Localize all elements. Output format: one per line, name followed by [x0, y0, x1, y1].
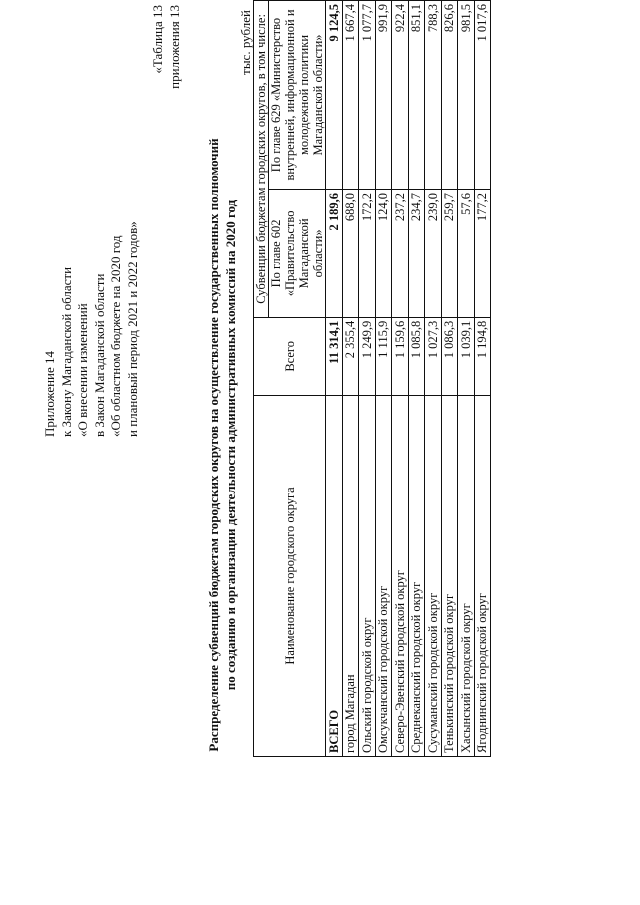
row-name: Омсукчанский городской округ [375, 395, 392, 756]
appendix-line: Приложение 14 [42, 350, 57, 437]
table-row [392, 1, 409, 757]
row-name: Тенькинский городской округ [441, 395, 458, 756]
row-602: 688,0 [342, 190, 359, 318]
row-602: 57,6 [458, 190, 475, 318]
row-total: 1 159,6 [392, 317, 409, 395]
appendix-line: «О внесении изменений [75, 303, 90, 437]
row-629: 981,5 [458, 1, 475, 190]
row-name: ВСЕГО [326, 395, 343, 756]
row-total: 1 027,3 [425, 317, 442, 395]
header-col-602: По главе 602 «Правительство Магаданской области» [269, 190, 326, 318]
row-629 [474, 1, 491, 190]
row-name: Ольский городской округ [359, 395, 376, 756]
table-row [359, 1, 376, 757]
row-total: 1 115,9 [375, 317, 392, 395]
table-row [326, 1, 343, 757]
row-629: 9 124,5 [326, 1, 343, 190]
table-row [425, 1, 442, 757]
row-602: 239,0 [425, 190, 442, 318]
row-602: 172,2 [359, 190, 376, 318]
row-name: город Магадан [342, 395, 359, 756]
row-total: 1 039,1 [458, 317, 475, 395]
table-row [474, 1, 491, 757]
appendix-header [42, 17, 141, 437]
subsidy-table [253, 0, 491, 757]
row-total: 1 194,8 [474, 317, 491, 395]
table-row [408, 1, 425, 757]
table-row [375, 1, 392, 757]
table-row [441, 1, 458, 757]
row-name: Сусуманский городской округ [425, 395, 442, 756]
title-line: по созданию и организации деятельности административных комиссий на 2020 год [223, 199, 238, 691]
row-602: 234,7 [408, 190, 425, 318]
appendix-line: «Об областном бюджете на 2020 год [108, 235, 123, 437]
row-602: 259,7 [441, 190, 458, 318]
appendix-line: и плановый период 2021 и 2022 годов» [124, 221, 140, 437]
header-name: Наименование городского округа [254, 395, 326, 756]
row-629: 991,9 [375, 1, 392, 190]
units-label: тыс. рублей [238, 10, 253, 75]
table-row [458, 1, 475, 757]
table-reference-line: «Таблица 13 [150, 5, 165, 74]
table-reference [150, 5, 183, 115]
table-row [342, 1, 359, 757]
row-629: 788,3 [425, 1, 442, 190]
appendix-line: к Закону Магаданской области [58, 266, 74, 437]
row-602: 177,2 [474, 190, 491, 318]
row-629: 1 667,4 [342, 1, 359, 190]
row-602: 124,0 [375, 190, 392, 318]
row-name: Среднеканский городской округ [408, 395, 425, 756]
row-total: 1 085,8 [408, 317, 425, 395]
row-name: Ягоднинский городской округ [474, 395, 491, 756]
appendix-line: в Закон Магаданской области [91, 273, 107, 437]
row-629-value: 1 017,6 [475, 4, 490, 42]
row-total: 2 355,4 [342, 317, 359, 395]
header-group: Субвенции бюджетам городских округов, в том числе: [254, 1, 269, 318]
title-line: Распределение субвенций бюджетам городских округов на осуществление государственных полномочий [206, 138, 221, 752]
document-title [205, 45, 239, 845]
table-reference-line: приложения 13 [166, 5, 182, 89]
row-602: 2 189,6 [326, 190, 343, 318]
header-total: Всего [254, 317, 326, 395]
row-total: 11 314,1 [326, 317, 343, 395]
header-col-629: По главе 629 «Министерство внутренней, информационной и молодежной политики Магаданской области» [269, 1, 326, 190]
row-name: Северо-Эвенский городской округ [392, 395, 409, 756]
row-name: Хасынский городской округ [458, 395, 475, 756]
row-629: 851,1 [408, 1, 425, 190]
row-629: 922,4 [392, 1, 409, 190]
row-602: 237,2 [392, 190, 409, 318]
row-629: 1 077,7 [359, 1, 376, 190]
row-629: 826,6 [441, 1, 458, 190]
row-total: 1 249,9 [359, 317, 376, 395]
row-total: 1 086,3 [441, 317, 458, 395]
